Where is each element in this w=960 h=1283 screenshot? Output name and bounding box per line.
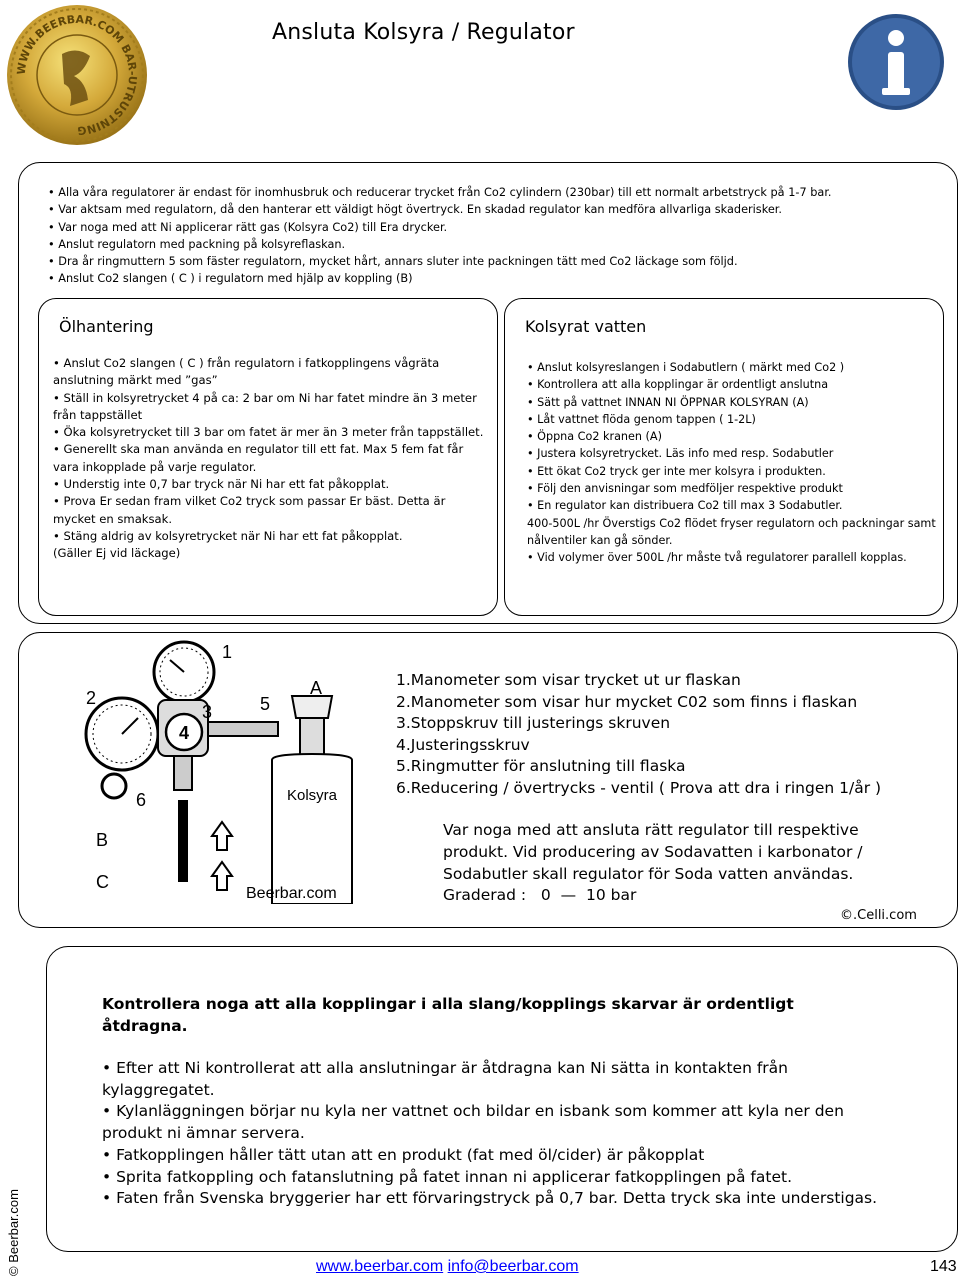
list-item: • Stäng aldrig av kolsyretrycket när Ni har ett fat påkopplat. [53,528,487,545]
list-item: • Alla våra regulatorer är endast för inomhusbruk och reducerar trycket från Co2 cylindern (230bar) till ett normalt arbetstryck på 1-7 bar. [48,184,948,201]
info-icon [846,12,946,112]
legend-item: 4.Justeringsskruv [396,735,530,754]
olhantering-title: Ölhantering [59,317,154,336]
list-item: • Ett ökat Co2 tryck ger inte mer kolsyra i produkten. [527,463,937,480]
list-item: • Dra år ringmuttern 5 som fäster regulatorn, mycket hårt, annars sluter inte packningen tätt med Co2 läckage som följd. [48,253,948,270]
list-item: • Anslut regulatorn med packning på kolsyreflaskan. [48,236,948,253]
regulator-warning [443,820,903,907]
regulator-diagram [62,636,382,904]
list-item: • Öka kolsyretrycket till 3 bar om fatet är mer än 3 meter från tappstället. [53,424,487,441]
diagram-label-4: 4 [178,723,190,743]
list-item: • Kontrollera att alla kopplingar är ordentligt anslutna [527,376,937,393]
kolsyrat-list [527,359,937,567]
kolsyrat-title: Kolsyrat vatten [525,317,647,336]
list-item: • Vid volymer över 500L /hr måste två regulatorer parallell kopplas. [527,549,937,566]
list-item: • En regulator kan distribuera Co2 till max 3 Sodabutler. [527,497,937,514]
list-note: 400-500L /hr Överstigs Co2 flödet fryser regulatorn och packningar samt nålventiler kan gå sönder. [527,516,936,547]
list-item: • Justera kolsyretrycket. Läs info med resp. Sodabutler [527,445,937,462]
final-check-heading: Kontrollera noga att alla kopplingar i alla slang/kopplings skarvar är ordentligt åtdragna. [102,995,794,1035]
legend-item: 3.Stoppskruv till justerings skruven [396,714,671,733]
list-item: • Kylanläggningen börjar nu kyla ner vattnet och bildar en isbank som kommer att kyla ner den produkt ni ämnar servera. [102,1101,902,1144]
list-item: • Anslut kolsyreslangen i Sodabutlern ( märkt med Co2 ) [527,359,937,376]
olhantering-panel [38,298,498,616]
list-item: • Var noga med att Ni applicerar rätt gas (Kolsyra Co2) till Era drycker. [48,219,948,236]
diagram-label-1: 1 [222,642,233,662]
legend-item: 6.Reducering / övertrycks - ventil ( Prova att dra i ringen 1/år ) [396,778,882,797]
list-note: (Gäller Ej vid läckage) [53,546,181,561]
list-item: • Prova Er sedan fram vilket Co2 tryck som passar Er bäst. Detta är mycket en smaksak. [53,493,487,528]
page-title: Ansluta Kolsyra / Regulator [272,20,575,45]
diagram-brand: Beerbar.com [246,885,337,902]
list-item: • Följ den anvisningar som medföljer respektive produkt [527,480,937,497]
footer-links [316,1258,579,1276]
legend-item: 2.Manometer som visar hur mycket C02 som finns i flaskan [396,692,858,711]
list-item: • Fatkopplingen håller tätt utan att en produkt (fat med öl/cider) är påkopplat [102,1145,902,1167]
final-check-list [102,1058,902,1210]
kolsyrat-vatten-panel [504,298,944,616]
list-item: • Faten från Svenska bryggerier har ett förvaringstryck på 0,7 bar. Detta tryck ska inte understigas. [102,1188,902,1210]
website-link[interactable]: www.beerbar.com [316,1258,444,1275]
diagram-label-c: C [96,872,109,892]
list-item: • Var aktsam med regulatorn, då den hanterar ett väldigt högt övertryck. En skadad regulator kan medföra allvarliga skaderisker. [48,201,948,218]
bottle-label: Kolsyra [286,787,338,804]
list-item: • Generellt ska man använda en regulator till ett fat. Max 5 fem fat får vara inkopplade på varje regulator. [53,441,487,476]
list-item: • Låt vattnet flöda genom tappen ( 1-2L) [527,411,937,428]
diagram-label-6: 6 [136,790,147,810]
list-item: • Ställ in kolsyretrycket 4 på ca: 2 bar om Ni har fatet mindre än 3 meter från tappstället [53,390,487,425]
diagram-label-a: A [310,678,323,698]
list-item: • Öppna Co2 kranen (A) [527,428,937,445]
diagram-label-3: 3 [202,702,213,722]
list-item: • Sätt på vattnet INNAN NI ÖPPNAR KOLSYRAN (A) [527,394,937,411]
olhantering-list [53,355,487,563]
list-item: • Anslut Co2 slangen ( C ) från regulatorn i fatkopplingens vågräta anslutning märkt med ”gas” [53,355,487,390]
intro-list [48,184,948,288]
beerbar-seal-logo [4,2,150,148]
diagram-copyright: ©.Celli.com [840,908,917,923]
list-item: • Efter att Ni kontrollerat att alla anslutningar är åtdragna kan Ni sätta in kontakten från kylaggregatet. [102,1058,902,1101]
list-item: • Sprita fatkoppling och fatanslutning på fatet innan ni applicerar fatkopplingen på fatet. [102,1167,902,1189]
warning-line: Sodabutler skall regulator för Soda vatten användas. [443,864,854,883]
diagram-label-2: 2 [86,688,97,708]
email-link[interactable]: info@beerbar.com [447,1258,579,1275]
diagram-label-b: B [96,830,109,850]
diagram-legend [396,670,881,800]
list-item: • Understig inte 0,7 bar tryck när Ni har ett fat påkopplat. [53,476,487,493]
svg-text:WWW.BEERBAR.COM BAR-UTRUSTNING: WWW.BEERBAR.COM BAR-UTRUSTNING [14,12,140,138]
legend-item: 1.Manometer som visar trycket ut ur flaskan [396,671,741,689]
legend-item: 5.Ringmutter för anslutning till flaska [396,757,686,776]
vertical-copyright: © Beerbar.com [6,1189,21,1276]
warning-line: Var noga med att ansluta rätt regulator till respektive [443,821,859,839]
list-item: • Anslut Co2 slangen ( C ) i regulatorn med hjälp av koppling (B) [48,270,948,287]
warning-line: Graderad : 0 — 10 bar [443,886,637,905]
page-number: 143 [930,1258,957,1275]
diagram-label-5: 5 [260,694,271,714]
warning-line: produkt. Vid producering av Sodavatten i karbonator / [443,842,863,861]
